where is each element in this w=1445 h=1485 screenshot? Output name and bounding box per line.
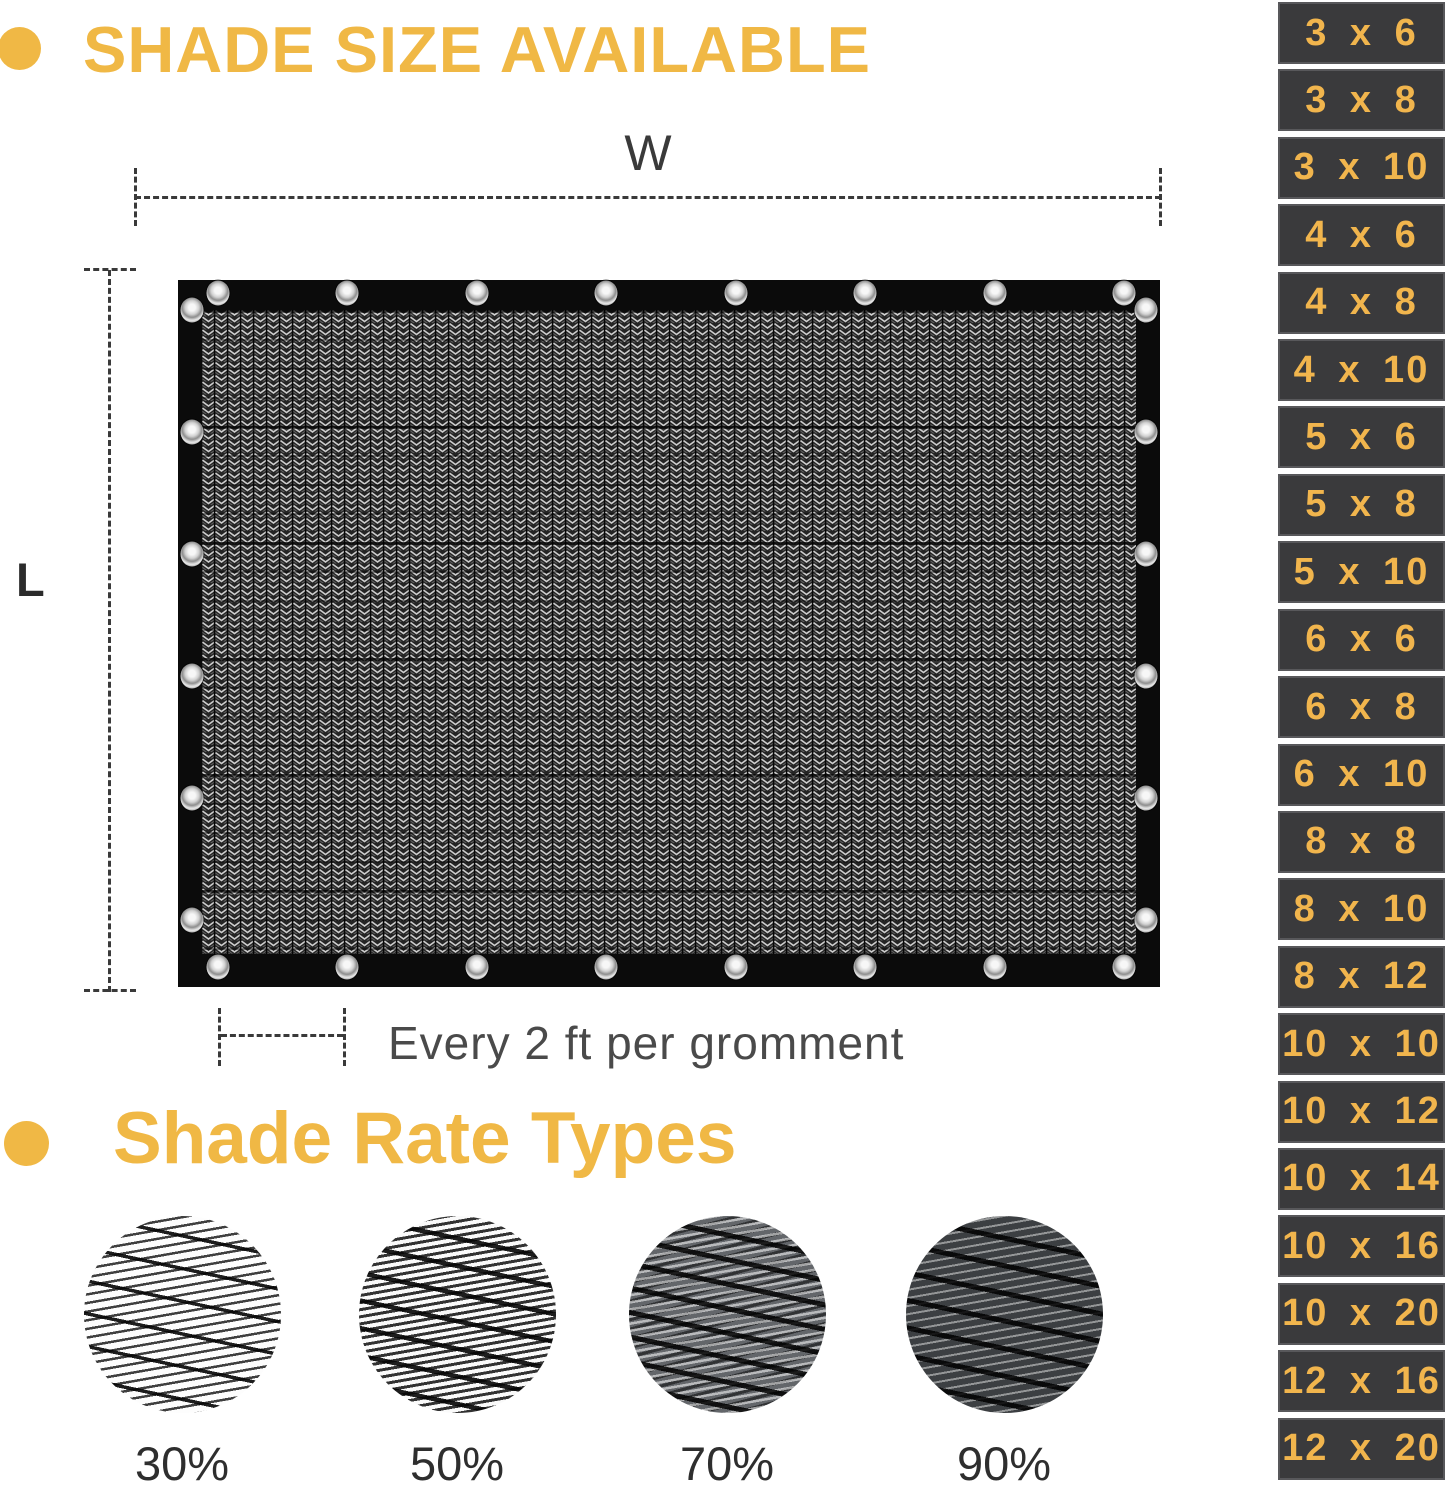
shade-rate-label: 90% <box>956 1437 1052 1485</box>
width-dimension-line <box>135 196 1161 199</box>
length-dimension-line <box>108 270 111 992</box>
width-dimension-tick-left <box>134 168 137 226</box>
size-box <box>1278 811 1445 873</box>
size-box <box>1278 878 1445 940</box>
section-title-shade-rate: Shade Rate Types <box>113 1098 737 1179</box>
size-label: 5 x 10 <box>1293 550 1430 593</box>
grommet-icon <box>854 955 877 980</box>
section-title-sizes: SHADE SIZE AVAILABLE <box>83 13 872 86</box>
shade-net-diagram <box>178 280 1160 987</box>
grommet-spacing-line <box>221 1034 343 1037</box>
grommet-spacing-tick-right <box>343 1008 346 1066</box>
grommet-icon <box>1135 298 1158 323</box>
size-label: 12 x 16 <box>1282 1359 1441 1402</box>
size-box <box>1278 2 1445 64</box>
grommet-icon <box>207 955 230 980</box>
size-box <box>1278 204 1445 266</box>
shade-rate-label: 50% <box>409 1437 505 1485</box>
size-label: 8 x 8 <box>1305 820 1418 863</box>
size-label: 6 x 10 <box>1293 753 1430 795</box>
grommet-icon <box>465 955 488 980</box>
grommet-icon <box>724 281 747 306</box>
shade-rate-label: 30% <box>134 1437 230 1485</box>
size-label: 4 x 10 <box>1293 348 1430 391</box>
size-label: 6 x 6 <box>1305 618 1418 661</box>
grommet-icon <box>181 664 204 689</box>
grommet-icon <box>181 298 204 323</box>
size-label: 10 x 10 <box>1282 1022 1441 1065</box>
grommet-icon <box>181 908 204 933</box>
grommet-spacing-tick-left <box>218 1008 221 1066</box>
size-box <box>1278 406 1445 468</box>
shade-rate-swatch-50 <box>359 1216 556 1413</box>
width-dimension-tick-right <box>1159 168 1162 226</box>
grommet-icon <box>181 786 204 811</box>
size-label: 3 x 10 <box>1293 146 1430 189</box>
size-label: 10 x 12 <box>1282 1090 1441 1133</box>
grommet-icon <box>983 281 1006 306</box>
size-box <box>1278 946 1445 1008</box>
grommet-icon <box>1135 908 1158 933</box>
net-mesh-texture <box>202 310 1136 954</box>
grommet-icon <box>336 955 359 980</box>
grommet-icon <box>1135 420 1158 445</box>
size-box <box>1278 1215 1445 1277</box>
size-label: 10 x 16 <box>1282 1224 1441 1267</box>
size-label: 3 x 6 <box>1305 11 1418 54</box>
size-box <box>1278 1350 1445 1412</box>
size-box <box>1278 609 1445 671</box>
length-dimension-tick-bottom <box>84 989 136 992</box>
grommet-icon <box>1113 955 1136 980</box>
shade-rate-swatch-70 <box>629 1216 826 1413</box>
grommet-icon <box>181 420 204 445</box>
size-box <box>1278 676 1445 738</box>
size-label: 10 x 20 <box>1282 1292 1441 1335</box>
grommet-icon <box>595 281 618 306</box>
size-box <box>1278 272 1445 334</box>
size-label: 4 x 8 <box>1305 281 1418 324</box>
shade-rate-label: 70% <box>679 1437 775 1485</box>
shade-rate-swatch-30 <box>84 1216 281 1413</box>
size-box <box>1278 1283 1445 1345</box>
size-box <box>1278 474 1445 536</box>
size-label: 8 x 10 <box>1293 887 1430 930</box>
bullet-icon <box>0 27 41 70</box>
grommet-note: Every 2 ft per gromment <box>388 1017 905 1069</box>
bullet-icon <box>4 1121 49 1166</box>
shade-rate-swatch-90 <box>906 1216 1103 1413</box>
size-label: 10 x 14 <box>1282 1157 1441 1200</box>
size-box <box>1278 541 1445 603</box>
size-box <box>1278 339 1445 401</box>
size-box <box>1278 744 1445 806</box>
grommet-icon <box>1135 664 1158 689</box>
size-label: 12 x 20 <box>1282 1427 1441 1470</box>
size-label: 5 x 8 <box>1305 483 1418 526</box>
grommet-icon <box>595 955 618 980</box>
grommet-icon <box>207 281 230 306</box>
size-label: 8 x 12 <box>1293 955 1430 998</box>
size-box <box>1278 1081 1445 1143</box>
width-label: W <box>624 125 672 181</box>
size-box <box>1278 1418 1445 1480</box>
size-label: 5 x 6 <box>1305 415 1418 458</box>
grommet-icon <box>465 281 488 306</box>
size-box <box>1278 137 1445 199</box>
length-dimension-tick-top <box>84 268 136 271</box>
size-label: 3 x 8 <box>1305 78 1418 121</box>
size-label: 4 x 6 <box>1305 213 1418 256</box>
grommet-icon <box>1113 281 1136 306</box>
grommet-icon <box>1135 786 1158 811</box>
size-label: 6 x 8 <box>1305 685 1418 728</box>
grommet-icon <box>1135 542 1158 567</box>
length-label: L <box>16 553 45 606</box>
size-box <box>1278 1013 1445 1075</box>
grommet-icon <box>181 542 204 567</box>
grommet-icon <box>336 281 359 306</box>
size-box <box>1278 1148 1445 1210</box>
grommet-icon <box>724 955 747 980</box>
size-box <box>1278 69 1445 131</box>
grommet-icon <box>854 281 877 306</box>
grommet-icon <box>983 955 1006 980</box>
